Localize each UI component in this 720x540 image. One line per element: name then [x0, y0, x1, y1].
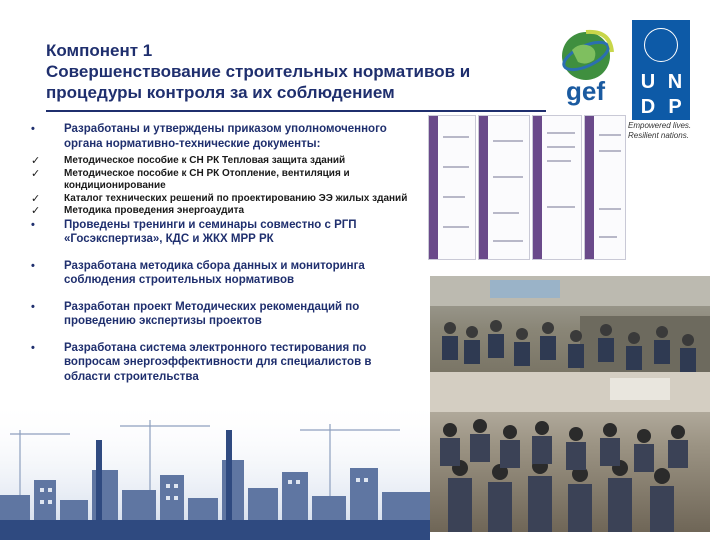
checkmark-icon: ✓ [31, 155, 41, 167]
checkmark-icon: ✓ [31, 167, 41, 180]
gef-logo [550, 20, 628, 108]
item-text: Разработан проект Методических рекомендаций по проведению экспертизы проектов [64, 300, 360, 327]
undp-tagline-line2: Resilient nations. [628, 131, 689, 140]
undp-logo [632, 20, 690, 120]
list-item [26, 122, 416, 151]
un-emblem-icon [644, 28, 678, 62]
list-item [26, 193, 416, 206]
item-text: Проведены тренинги и семинары совместно с РГП «Госэкспертиза», КДС и ЖКХ МРР РК [64, 218, 357, 245]
slide-title [46, 40, 546, 103]
bullet-icon: • [31, 123, 35, 135]
seminar-photo-top [430, 276, 710, 372]
list-item [26, 205, 416, 218]
title-line-3: процедуры контроля за их соблюдением [46, 83, 395, 102]
seminar-photo-bottom [430, 372, 710, 532]
item-text: Разработана система электронного тестирования по вопросам энергоэффективности для специалистов в области строительства [64, 341, 372, 383]
bullet-icon: • [31, 341, 35, 354]
item-text: Методическое пособие к СН РК Тепловая защита зданий [64, 155, 346, 166]
bullet-icon: • [31, 218, 35, 231]
item-text: Разработаны и утверждены приказом уполномоченного органа нормативно-технические документы: [64, 123, 387, 150]
undp-tagline-line1: Empowered lives. [628, 121, 692, 130]
document-thumbnail [532, 115, 582, 260]
item-text: Методика проведения энергоаудита [64, 205, 245, 216]
item-text: Разработана методика сбора данных и мониторинга соблюдения строительных нормативов [64, 259, 365, 286]
document-thumbnails [428, 115, 626, 260]
title-line-1: Компонент 1 [46, 41, 153, 60]
title-divider [46, 110, 546, 112]
bullet-list [26, 122, 416, 384]
city-skyline-decoration [0, 400, 430, 540]
list-item [26, 341, 416, 385]
undp-letter-u: U [640, 71, 656, 93]
list-item [26, 259, 416, 288]
title-line-2: Совершенствование строительных нормативов и [46, 62, 471, 81]
bullet-icon: • [31, 259, 35, 272]
undp-letter-n: N [667, 71, 683, 93]
list-item [26, 168, 416, 193]
undp-letter-d: D [640, 96, 656, 118]
list-item [26, 218, 416, 247]
checkmark-icon: ✓ [31, 205, 41, 217]
undp-letter-p: P [668, 96, 682, 118]
item-text: Методическое пособие к СН РК Отопление, вентиляция и кондиционирование [64, 167, 350, 191]
list-item [26, 300, 416, 329]
item-text: Каталог технических решений по проектированию ЭЭ жилых зданий [64, 192, 408, 204]
document-thumbnail [478, 115, 530, 260]
document-thumbnail [584, 115, 626, 260]
bullet-icon: • [31, 300, 35, 313]
list-item [26, 155, 416, 168]
document-thumbnail [428, 115, 476, 260]
undp-tagline [628, 121, 708, 141]
checkmark-icon: ✓ [31, 192, 41, 205]
gef-text: gef [566, 76, 605, 106]
